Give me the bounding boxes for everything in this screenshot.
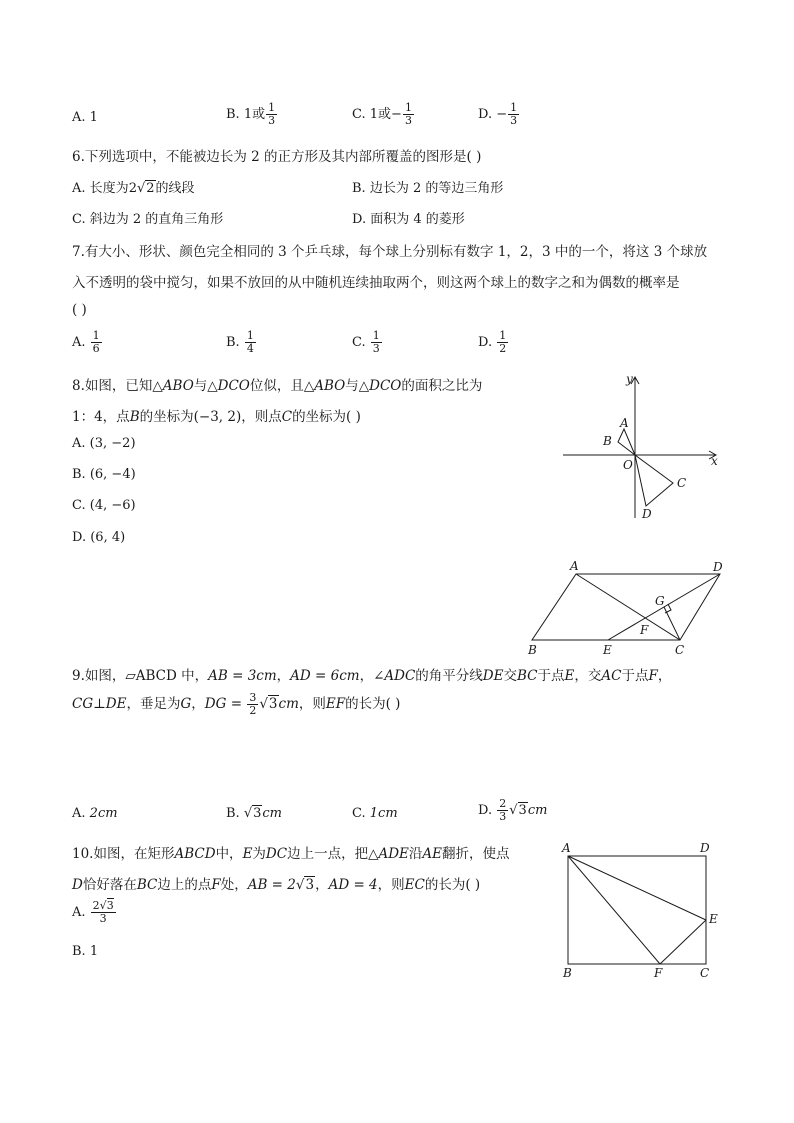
q8-option-d[interactable] bbox=[72, 530, 125, 545]
q9-option-a[interactable] bbox=[72, 806, 118, 821]
q5-option-c[interactable] bbox=[352, 102, 415, 127]
option-label: B. bbox=[226, 335, 240, 350]
option-label: C. bbox=[72, 212, 86, 227]
fraction: $\frac{1}{3}$ bbox=[268, 101, 276, 127]
option-label: D. bbox=[478, 107, 493, 122]
option-label: C. bbox=[352, 806, 366, 821]
q7-option-c[interactable] bbox=[352, 330, 383, 355]
option-label: B. bbox=[72, 944, 86, 959]
q8-figure bbox=[555, 368, 735, 528]
q9-option-c[interactable] bbox=[352, 806, 398, 821]
option-label: D. bbox=[478, 803, 493, 818]
q6-option-d[interactable] bbox=[352, 208, 465, 227]
q9-option-b[interactable]: B. √3cm bbox=[226, 806, 283, 821]
q8-stem-line2: 1：4，点B的坐标为(−3, 2)，则点C的坐标为( ) bbox=[72, 409, 361, 425]
option-label: C. bbox=[72, 498, 86, 513]
option-label: D. bbox=[72, 530, 87, 545]
fraction: $\frac{2√3}{3}$ bbox=[92, 899, 114, 925]
fraction: $\frac{3}{2}$ bbox=[249, 691, 257, 717]
q10-option-b[interactable] bbox=[72, 944, 98, 959]
fraction: $\frac{2}{3}$ bbox=[499, 797, 507, 823]
label-b: B bbox=[563, 966, 572, 980]
fraction: $\frac{1}{3}$ bbox=[372, 329, 380, 355]
label-f: F bbox=[654, 966, 663, 980]
option-label: A. bbox=[72, 905, 86, 920]
option-label: A. bbox=[72, 181, 86, 196]
segment-fe bbox=[660, 920, 706, 964]
q9-stem-line2: CG⊥DE，垂足为G，DG = $\frac{3}{2}$ √3cm，则EF的长为( ) bbox=[72, 691, 401, 717]
option-label: A. bbox=[72, 335, 86, 350]
q10-stem-line2: D恰好落在BC边上的点F处，AB = 2√3，AD = 4，则EC的长为( ) bbox=[72, 877, 481, 893]
option-label: B. bbox=[352, 181, 366, 196]
label-a: A bbox=[562, 841, 571, 855]
option-label: B. bbox=[226, 107, 240, 122]
q10-figure bbox=[558, 840, 728, 982]
fraction: $\frac{1}{3}$ bbox=[510, 101, 518, 127]
label-d: D bbox=[700, 841, 710, 855]
label-b: B bbox=[603, 434, 612, 448]
q9-option-d[interactable]: D. $\frac{2}{3}$ √3cm bbox=[478, 797, 548, 823]
q7-stem-line3: ( ) bbox=[72, 302, 87, 318]
option-text: 1 bbox=[89, 944, 99, 959]
q8-stem-line1: 8.如图，已知△ABO与△DCO位似，且△ABO与△DCO的面积之比为 bbox=[72, 378, 483, 394]
label-g: G bbox=[655, 594, 665, 608]
radical: √2 bbox=[136, 181, 155, 196]
label-a: A bbox=[620, 416, 629, 430]
minus-sign: − bbox=[391, 107, 402, 122]
option-label: B. bbox=[226, 806, 240, 821]
label-y: y bbox=[626, 372, 633, 386]
segment-af bbox=[568, 856, 660, 964]
radical: √3 bbox=[259, 696, 278, 712]
option-text: 1cm bbox=[369, 806, 398, 821]
label-c: C bbox=[700, 966, 710, 980]
triangle-dco bbox=[635, 455, 673, 506]
fraction: $\frac{1}{6}$ bbox=[92, 329, 100, 355]
option-label: B. bbox=[72, 467, 86, 482]
label-e: E bbox=[603, 643, 612, 657]
q10-stem-line1: 10.如图，在矩形ABCD中，E为DC边上一点，把△ADE沿AE翻折，使点 bbox=[72, 846, 510, 862]
label-x: x bbox=[711, 454, 718, 468]
option-label: A. bbox=[72, 110, 86, 125]
label-d: D bbox=[713, 560, 723, 574]
q7-stem-line2: 入不透明的袋中搅匀，如果不放回的从中随机连续抽取两个，则这两个球上的数字之和为偶数的概率是 bbox=[72, 275, 680, 291]
fraction: $\frac{1}{4}$ bbox=[246, 329, 254, 355]
label-f: F bbox=[640, 623, 649, 637]
option-text: 1或 bbox=[243, 107, 266, 122]
option-text: 1或 bbox=[369, 107, 392, 122]
segment-ae bbox=[568, 856, 706, 920]
label-c: C bbox=[675, 643, 685, 657]
q7-option-d[interactable] bbox=[478, 330, 509, 355]
label-b: B bbox=[528, 643, 537, 657]
radical: √3 bbox=[509, 803, 527, 818]
radical: √3 bbox=[243, 806, 262, 821]
option-label: C. bbox=[352, 107, 366, 122]
option-label: C. bbox=[352, 335, 366, 350]
minus-sign: − bbox=[496, 107, 508, 122]
q7-option-a[interactable] bbox=[72, 330, 103, 355]
option-text: (4, −6) bbox=[89, 498, 136, 513]
q6-option-c[interactable] bbox=[72, 208, 223, 227]
q5-option-b[interactable] bbox=[226, 102, 278, 127]
option-text: 2cm bbox=[89, 806, 118, 821]
label-c: C bbox=[677, 476, 687, 490]
q5-option-a[interactable] bbox=[72, 110, 98, 125]
q8-option-c[interactable] bbox=[72, 498, 136, 513]
q5-option-d[interactable] bbox=[478, 102, 520, 127]
radical: √3 bbox=[295, 877, 315, 893]
option-label: D. bbox=[352, 212, 367, 227]
option-label: A. bbox=[72, 436, 86, 451]
option-text: 边长为 2 的等边三角形 bbox=[369, 181, 504, 196]
label-d: D bbox=[642, 507, 652, 521]
option-text: 面积为 4 的菱形 bbox=[370, 212, 465, 227]
option-text: 1 bbox=[89, 110, 98, 125]
label-o: O bbox=[623, 458, 633, 472]
fraction: $\frac{1}{2}$ bbox=[499, 329, 507, 355]
fraction: $\frac{1}{3}$ bbox=[404, 101, 412, 127]
option-text: 斜边为 2 的直角三角形 bbox=[89, 212, 224, 227]
option-label: D. bbox=[478, 335, 493, 350]
label-a: A bbox=[570, 559, 579, 573]
q8-option-a[interactable] bbox=[72, 436, 136, 451]
option-text: (6, 4) bbox=[90, 530, 126, 545]
option-text: (6, −4) bbox=[89, 467, 136, 482]
q8-option-b[interactable] bbox=[72, 467, 136, 482]
q6-stem: 6.下列选项中，不能被边长为 2 的正方形及其内部所覆盖的图形是( ) bbox=[72, 149, 482, 165]
q10-option-a[interactable] bbox=[72, 900, 117, 925]
q7-option-b[interactable] bbox=[226, 330, 257, 355]
triangle-abo bbox=[618, 429, 635, 455]
q6-option-a[interactable]: A. 长度为2√2的线段 bbox=[72, 181, 195, 196]
q9-stem-line1: 9.如图，▱ABCD 中，AB = 3cm，AD = 6cm，∠ADC的角平分线DE交BC于点E，交AC于点F， bbox=[72, 668, 672, 684]
label-e: E bbox=[709, 912, 718, 926]
q7-stem-line1: 7.有大小、形状、颜色完全相同的 3 个乒乓球，每个球上分别标有数字 1，2，3 中的一个，将这 3 个球放 bbox=[72, 244, 708, 260]
option-text: (3, −2) bbox=[89, 436, 136, 451]
option-label: A. bbox=[72, 806, 86, 821]
q9-figure bbox=[522, 558, 732, 658]
parallelogram-abcd bbox=[532, 574, 720, 640]
q6-option-b[interactable] bbox=[352, 177, 503, 196]
